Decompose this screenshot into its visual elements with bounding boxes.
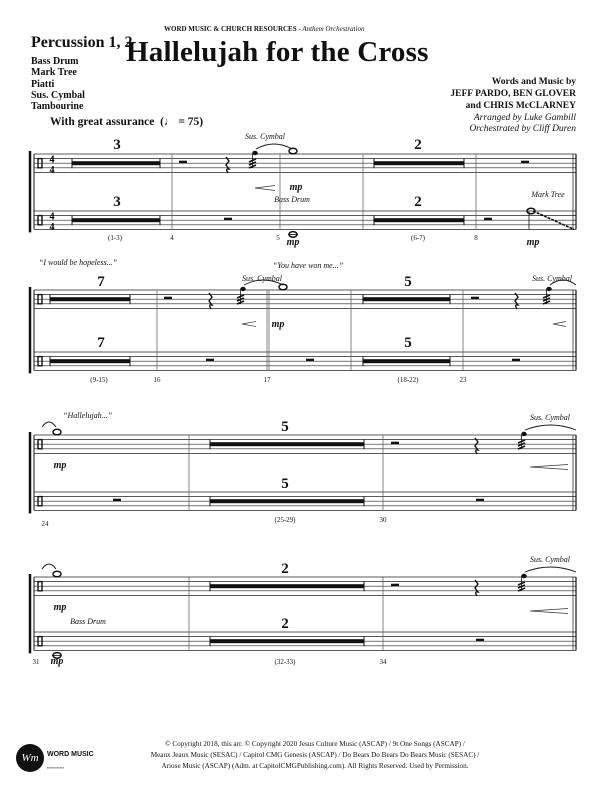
multi-rest-count: 2	[414, 194, 422, 210]
time-signature-bottom: 4	[49, 221, 55, 233]
half-rest	[391, 442, 399, 445]
half-rest	[224, 218, 232, 221]
crescendo-hairpin	[242, 322, 256, 327]
half-rest	[476, 499, 484, 502]
dynamic-marking: mp	[53, 460, 67, 471]
tie	[256, 144, 292, 149]
multi-rest-count: 5	[281, 419, 289, 435]
text-annotation: “Hallelujah...”	[63, 411, 113, 420]
half-rest	[306, 359, 314, 362]
tie	[525, 567, 576, 572]
copyright	[150, 739, 480, 772]
text-annotation: Bass Drum	[70, 617, 106, 626]
tie	[42, 422, 56, 427]
tie	[42, 564, 56, 569]
logo-text: WORD MUSIC	[47, 751, 94, 758]
whole-note	[53, 429, 61, 435]
dynamic-marking: mp	[289, 182, 303, 193]
multi-rest-count: 7	[97, 274, 105, 290]
measure-number: 8	[474, 234, 478, 242]
measure-number: 24	[41, 520, 49, 528]
multi-measure-rest	[72, 218, 160, 222]
instrument: Tambourine	[31, 101, 84, 112]
multi-rest-count: 2	[414, 137, 422, 153]
word-music-logo: Wm	[16, 744, 44, 772]
credit-words-music: Words and Music by	[491, 77, 576, 87]
half-rest	[476, 639, 484, 642]
multi-rest-count: 5	[281, 476, 289, 492]
cymbal-note-head	[546, 287, 552, 291]
time-signature-top: 4	[49, 154, 55, 166]
half-rest	[471, 297, 479, 300]
measure-number: (1-3)	[108, 234, 122, 242]
part-name: Percussion 1, 2	[31, 34, 133, 51]
quarter-rest	[475, 580, 478, 596]
text-annotation: Mark Tree	[531, 190, 565, 199]
half-rest	[113, 499, 121, 502]
credit-writers: JEFF PARDO, BEN GLOVER	[450, 89, 576, 99]
quarter-rest	[515, 293, 518, 309]
copyright-line: © Copyright 2018, this arr. © Copyright 2020 Jesus Culture Music (ASCAP) / 9t One Songs (ASCAP) /	[165, 740, 465, 748]
tie	[525, 425, 576, 430]
multi-measure-rest	[374, 218, 464, 222]
measure-number: (9-15)	[90, 376, 108, 384]
crescendo-hairpin	[553, 322, 566, 327]
multi-measure-rest	[210, 499, 364, 503]
quarter-rest	[475, 438, 478, 454]
text-annotation: Sus. Cymbal	[530, 555, 570, 564]
text-annotation: Sus. Cymbal	[242, 274, 282, 283]
multi-measure-rest	[210, 639, 364, 643]
whole-note	[289, 148, 297, 154]
text-annotation: “I would be hopeless...”	[38, 258, 118, 267]
crescendo-hairpin	[530, 609, 568, 614]
publisher: WORD MUSIC & CHURCH RESOURCES	[164, 25, 297, 33]
text-annotation: Bass Drum	[274, 195, 310, 204]
half-rest	[206, 359, 214, 362]
multi-rest-count: 2	[281, 561, 289, 577]
measure-number: (25-29)	[274, 516, 296, 524]
multi-measure-rest	[363, 359, 450, 363]
half-rest	[484, 218, 492, 221]
credit-arranger: Arranged by Luke Gambill	[473, 113, 576, 123]
multi-measure-rest	[363, 297, 450, 301]
multi-measure-rest	[210, 584, 364, 588]
instrument: Piatti	[31, 79, 55, 90]
measure-number: 30	[379, 516, 387, 524]
multi-measure-rest	[50, 297, 130, 301]
credit-writers-2: and CHRIS McCLARNEY	[465, 101, 576, 111]
multi-measure-rest	[210, 442, 364, 446]
multi-rest-count: 5	[404, 274, 412, 290]
measure-number: (6-7)	[411, 234, 425, 242]
time-signature-top: 4	[49, 211, 55, 223]
measure-number: (32-33)	[274, 658, 296, 666]
quarter-rest	[226, 157, 229, 173]
dynamic-marking: mp	[526, 237, 540, 248]
dynamic-marking: mp	[50, 656, 64, 667]
half-rest	[164, 297, 172, 300]
multi-rest-count: 2	[281, 616, 289, 632]
time-signature-bottom: 4	[49, 164, 55, 176]
half-rest	[179, 161, 187, 164]
multi-rest-count: 3	[113, 194, 121, 210]
multi-rest-count: 3	[113, 137, 121, 153]
text-annotation: Sus. Cymbal	[532, 274, 572, 283]
credit-orchestrator: Orchestrated by Cliff Duren	[469, 124, 576, 134]
copyright-line: Meaux Jeaux Music (SESAC) / Capitol CMG Genesis (ASCAP) / Do Bears Do Bears Do Bears Music (SESAC) /	[150, 751, 480, 759]
text-annotation: Sus. Cymbal	[245, 132, 285, 141]
dynamic-marking: mp	[286, 237, 300, 248]
measure-number: (18-22)	[397, 376, 419, 384]
measure-number: 34	[379, 658, 387, 666]
half-rest	[521, 161, 529, 164]
copyright-line: Ariose Music (ASCAP) (Adm. at CapitolCMGPublishing.com). All Rights Reserved. Used by Permission.	[161, 762, 469, 770]
quarter-rest	[209, 293, 212, 309]
logo-subtext: ▪▪▪▪▪▪▪▪▪▪▪▪	[47, 765, 65, 770]
dynamic-marking: mp	[53, 602, 67, 613]
song-title: Hallelujah for the Cross	[126, 36, 429, 68]
crescendo-hairpin	[530, 465, 568, 470]
measure-number: 4	[170, 234, 174, 242]
measure-number: 23	[459, 376, 467, 384]
measure-number: 31	[32, 658, 40, 666]
dynamic-marking: mp	[271, 319, 285, 330]
multi-measure-rest	[374, 161, 464, 165]
metronome-mark: (♩ = 75)	[160, 116, 204, 128]
cymbal-note-head	[240, 287, 246, 291]
multi-measure-rest	[50, 359, 130, 363]
text-annotation: Sus. Cymbal	[530, 413, 570, 422]
text-annotation: “You have won me...”	[272, 261, 344, 270]
series: - Anthem Orchestration	[298, 25, 365, 33]
tempo-text: With great assurance	[50, 116, 155, 128]
multi-measure-rest	[72, 161, 160, 165]
instrument: Mark Tree	[31, 67, 77, 78]
whole-note	[279, 284, 287, 290]
instrument: Bass Drum	[31, 56, 79, 67]
cymbal-note-head	[252, 151, 258, 155]
instrument: Sus. Cymbal	[31, 90, 85, 101]
multi-rest-count: 5	[404, 335, 412, 351]
measure-number: 5	[276, 234, 280, 242]
half-rest	[391, 584, 399, 587]
measure-number: 17	[263, 376, 271, 384]
whole-note	[53, 571, 61, 577]
crescendo-hairpin	[255, 186, 275, 191]
cymbal-note-head	[521, 432, 527, 436]
multi-rest-count: 7	[97, 335, 105, 351]
cymbal-note-head	[521, 574, 527, 578]
measure-number: 16	[153, 376, 161, 384]
half-rest	[512, 359, 520, 362]
